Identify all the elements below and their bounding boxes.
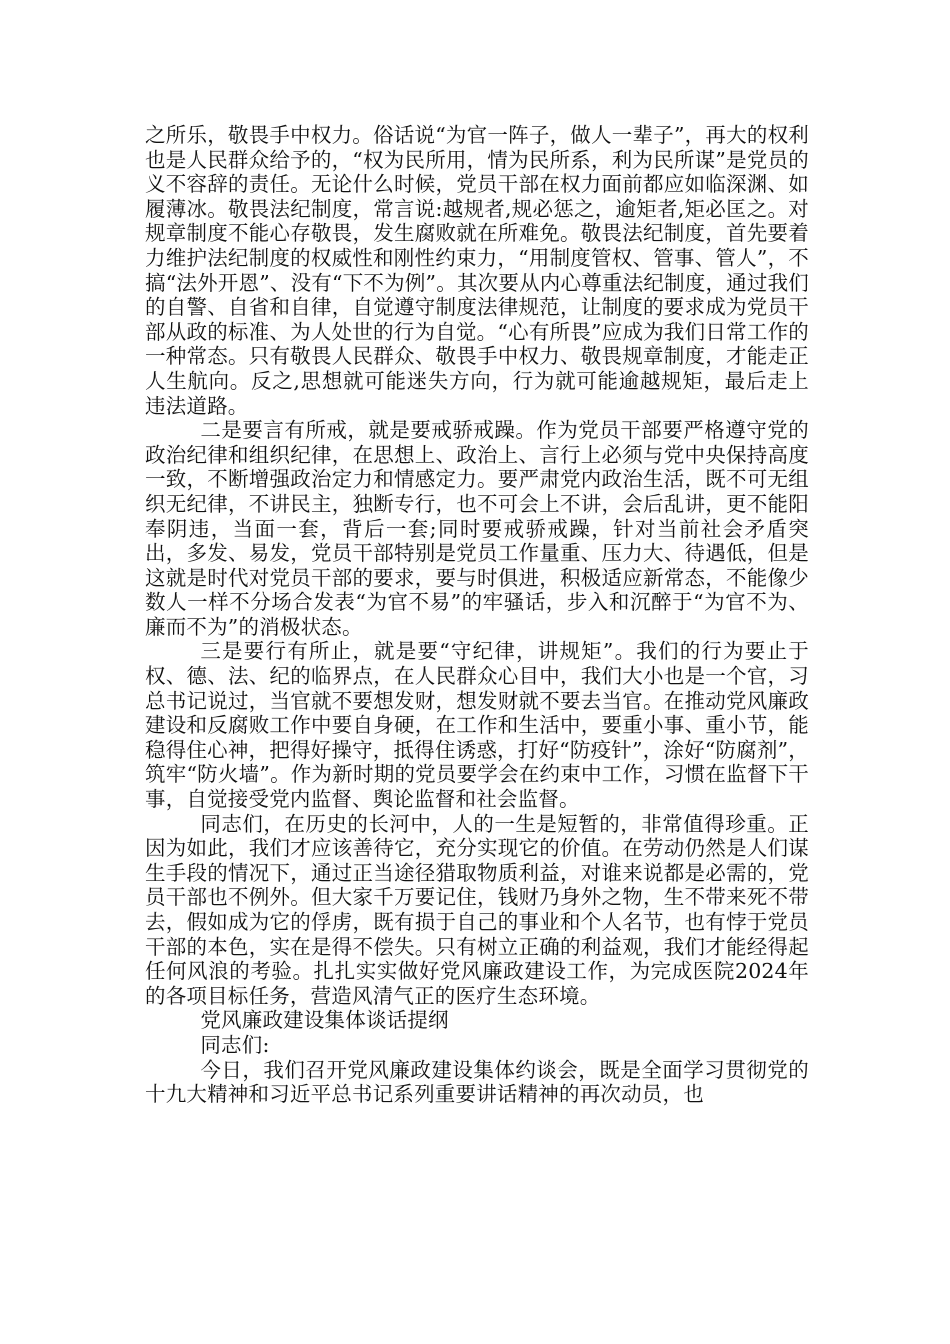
paragraph-closing-remarks: 同志们，在历史的长河中，人的一生是短暂的，非常值得珍重。正因为如此，我们才应该善待它，充分实现它的价值。在劳动仍然是人们谋生手段的情况下，通过正当途径猎取物质利益，对谁来说都是必需的，党员干部也不例外。但大家千万要记住，钱财乃身外之物，生不带来死不带去，假如成为它的俘虏，既有损于自己的事业和个人名节，也有悖于党员干部的本色，实在是得不偿失。只有树立正确的利益观，我们才能经得起任何风浪的考验。扎扎实实做好党风廉政建设工作，为完成医院2024年的各项目标任务，营造风清气正的医疗生态环境。: [145, 811, 809, 1008]
document-page: [145, 123, 809, 1107]
salutation: 同志们:: [200, 1032, 270, 1057]
paragraph-respect-power: 之所乐，敬畏手中权力。俗话说“为官一阵子，做人一辈子”，再大的权利也是人民群众给予的，“权为民所用，情为民所系，利为民所谋”是党员的义不容辞的责任。无论什么时候，党员干部在权力面前都应如临深渊、如履薄冰。敬畏法纪制度，常言说:越规者,规必惩之，逾矩者,矩必匡之。对规章制度不能心存敬畏，发生腐败就在所难免。敬畏法纪制度，首先要着力维护法纪制度的权威性和刚性约束力，“用制度管权、管事、管人”，不搞“法外开恩”、没有“下不为例”。其次要从内心尊重法纪制度，通过我们的自警、自省和自律，自觉遵守制度法律规范，让制度的要求成为党员干部从政的标准、为人处世的行为自觉。“心有所畏”应成为我们日常工作的一种常态。只有敬畏人民群众、敬畏手中权力、敬畏规章制度，才能走正人生航向。反之,思想就可能迷失方向，行为就可能逾越规矩，最后走上违法道路。: [145, 123, 809, 418]
section-heading: 党风廉政建设集体谈话提纲: [200, 1008, 449, 1033]
paragraph-meeting-intro: 今日，我们召开党风廉政建设集体约谈会，既是全面学习贯彻党的十九大精神和习近平总书记系列重要讲话精神的再次动员，也: [145, 1057, 809, 1107]
paragraph-speech-caution: 二是要言有所戒，就是要戒骄戒躁。作为党员干部要严格遵守党的政治纪律和组织纪律，在思想上、政治上、言行上必须与党中央保持高度一致，不断增强政治定力和情感定力。要严肃党内政治生活，既不可无组织无纪律，不讲民主，独断专行，也不可会上不讲，会后乱讲，更不能阳奉阴违，当面一套，背后一套;同时要戒骄戒躁，针对当前社会矛盾突出，多发、易发，党员干部特别是党员工作量重、压力大、待遇低，但是这就是时代对党员干部的要求，要与时俱进，积极适应新常态，不能像少数人一样不分场合发表“为官不易”的牢骚话，步入和沉醉于“为官不为、廉而不为”的消极状态。: [145, 418, 809, 639]
paragraph-conduct-limits: 三是要行有所止，就是要“守纪律，讲规矩”。我们的行为要止于权、德、法、纪的临界点，在人民群众心目中，我们大小也是一个官，习总书记说过，当官就不要想发财，想发财就不要去当官。在推动党风廉政建设和反腐败工作中要自身硬，在工作和生活中，要重小事、重小节，能稳得住心神，把得好操守，抵得住诱惑，打好“防疫针”，涂好“防腐剂”，筑牢“防火墙”。作为新时期的党员要学会在约束中工作，习惯在监督下干事，自觉接受党内监督、舆论监督和社会监督。: [145, 639, 809, 812]
